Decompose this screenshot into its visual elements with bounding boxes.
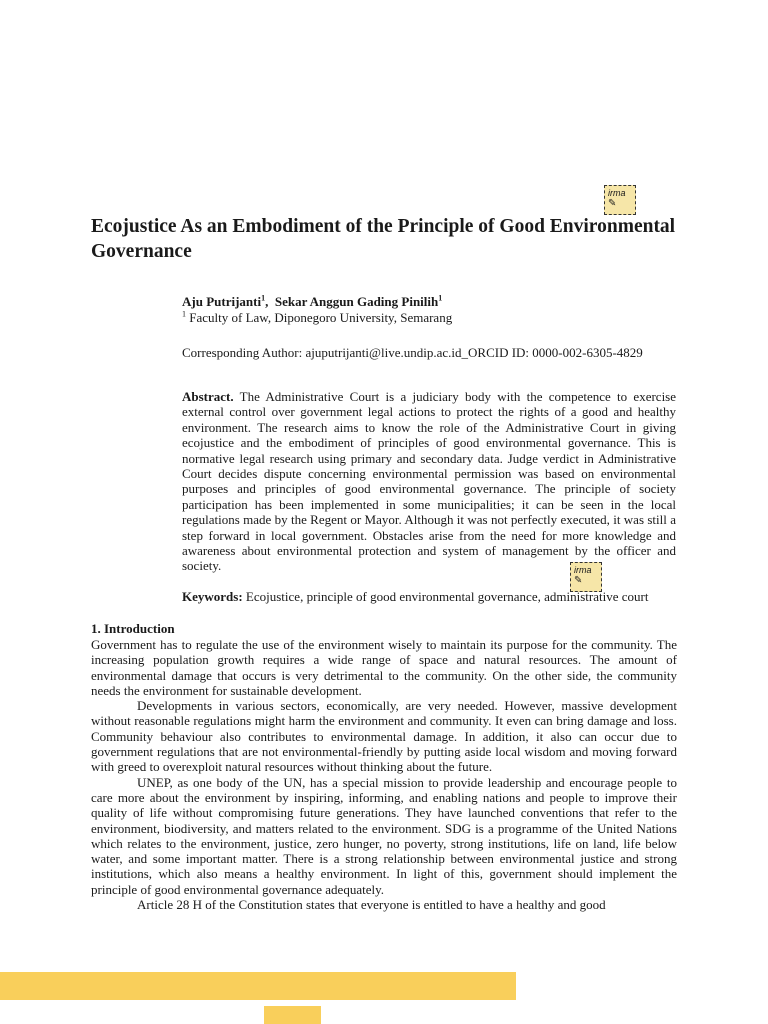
author-name: Sekar Anggun Gading Pinilih (274, 294, 439, 309)
author-affiliation-mark: 1 (261, 293, 266, 303)
paragraph: UNEP, as one body of the UN, has a special mission to provide leadership and encourage people to care more about the environment by inspiring, informing, and enabling nations and people to improve their quality of life without compromising future generations. They have launched conventions that refer to the environment, biodiversity, and matters related to the environment. SDG is a programme of the United Nations which relates to the environment, justice, zero hunger, no poverty, strong institutions, life on land, life below water, and some important matter. There is a strong relationship between environmental justice and strong institutions, which also means a healthy environment. In light of this, government should implement the principle of good environmental governance adequately. (91, 774, 677, 897)
abstract-label: Abstract. (182, 389, 234, 404)
comment-annotation[interactable] (570, 562, 602, 592)
affiliation-mark: 1 (182, 309, 186, 319)
paragraph: Article 28 H of the Constitution states that everyone is entitled to have a healthy and good (137, 897, 606, 913)
footer-bar (0, 972, 516, 1000)
abstract (182, 389, 676, 574)
scribble-icon: ✎ (608, 198, 617, 209)
annotation-author: irma (608, 188, 626, 198)
author-separator: , (265, 294, 269, 309)
keywords (182, 589, 702, 605)
keywords-label: Keywords: (182, 589, 243, 604)
affiliation (182, 310, 682, 326)
paper-title: Ecojustice As an Embodiment of the Principle of Good Environmental Governance (91, 216, 676, 262)
author-block (182, 294, 682, 326)
annotation-author: irma (574, 565, 592, 575)
paragraph: Government has to regulate the use of the environment wisely to maintain its purpose for the community. The increasing population growth requires a wide range of space and natural resources. The amount of environmental damage that occurs is very detrimental to the community. On the other side, the community needs the environment for sustainable development. (91, 637, 677, 698)
comment-annotation[interactable] (604, 185, 636, 215)
abstract-text: The Administrative Court is a judiciary body with the competence to exercise external control over government legal actions to protect the rights of a good and healthy environment. The research aims to know the role of the Administrative Court in giving ecojustice and the embodiment of principles of good environmental governance. This is normative legal research using primary and secondary data. Judge verdict in Administrative Court decides dispute concerning environmental permission was based on environmental purposes and principles of good environmental governance. The principle of society participation has been implemented in some municipalities; it can be seen in the local regulations made by the Regent or Mayor. Although it was not perfectly executed, it was still a step forward in local government. Obstacles arise from the need for more knowledge and awareness about environmental protection and system of management by the officer and society. (182, 389, 677, 574)
scribble-icon: ✎ (574, 575, 583, 586)
affiliation-text: Faculty of Law, Diponegoro University, Semarang (189, 310, 453, 325)
paragraph: Developments in various sectors, economically, are very needed. However, massive development without reasonable regulations might harm the environment and community. It even can bring damage and loss. Community behaviour also contributes to environmental damage. In addition, it also can occur due to government regulations that are not environmental-friendly by putting aside local wisdom and moving forward with greed to overexploit natural resources without thinking about the future. (91, 698, 677, 775)
keywords-text: Ecojustice, principle of good environmental governance, administrative court (245, 589, 649, 604)
footer-bar-accent (264, 1006, 321, 1024)
section-body (91, 637, 677, 912)
corresponding-author: Corresponding Author: ajuputrijanti@live.undip.ac.id_ORCID ID: 0000-002-6305-4829 (182, 345, 643, 360)
section-heading: 1. Introduction (91, 621, 175, 636)
author-names (182, 294, 442, 309)
author-affiliation-mark: 1 (438, 293, 443, 303)
author-name: Aju Putrijanti (182, 294, 262, 309)
